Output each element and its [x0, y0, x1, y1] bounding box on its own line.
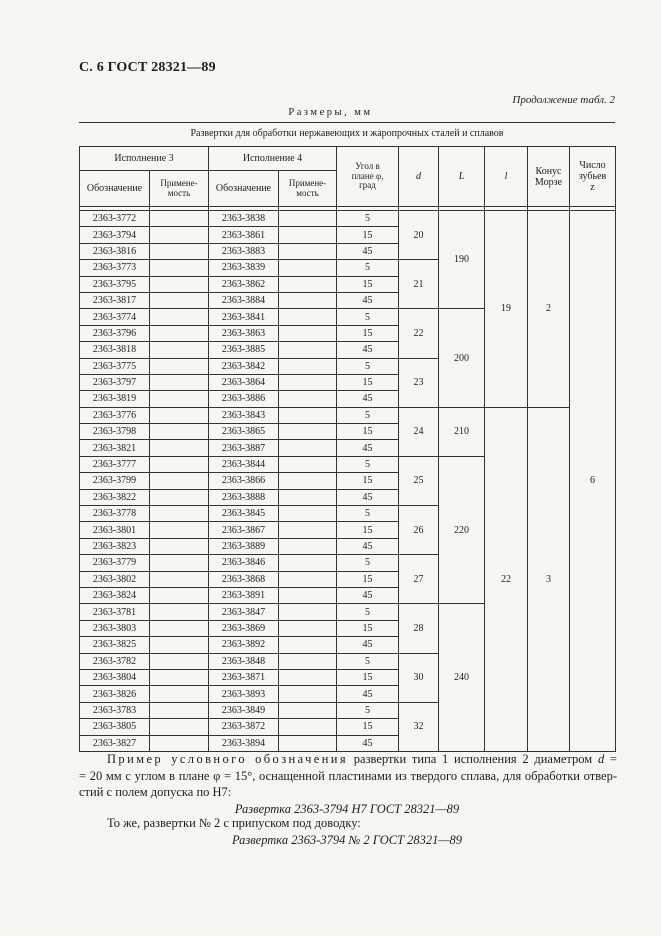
exec3-designation: 2363-3796 [80, 325, 150, 341]
exec3-applicability [150, 555, 209, 571]
exec4-applicability [279, 211, 337, 227]
exec3-applicability [150, 309, 209, 325]
exec3-designation: 2363-3783 [80, 702, 150, 718]
exec4-designation: 2363-3839 [209, 260, 279, 276]
d-value: 21 [399, 260, 439, 309]
exec4-applicability [279, 227, 337, 243]
exec4-designation: 2363-3893 [209, 686, 279, 702]
exec3-designation: 2363-3804 [80, 669, 150, 685]
d-value: 20 [399, 211, 439, 260]
exec3-designation: 2363-3781 [80, 604, 150, 620]
exec4-designation: 2363-3872 [209, 719, 279, 735]
exec3-designation: 2363-3824 [80, 587, 150, 603]
angle-value: 45 [337, 637, 399, 653]
exec3-applicability [150, 506, 209, 522]
exec4-designation: 2363-3861 [209, 227, 279, 243]
header-l: l [485, 147, 528, 207]
L-value: 200 [439, 309, 485, 407]
angle-value: 15 [337, 374, 399, 390]
exec4-applicability [279, 407, 337, 423]
d-value: 22 [399, 309, 439, 358]
exec3-applicability [150, 407, 209, 423]
angle-value: 5 [337, 260, 399, 276]
d-value: 26 [399, 506, 439, 555]
exec4-applicability [279, 489, 337, 505]
exec3-applicability [150, 276, 209, 292]
exec4-applicability [279, 342, 337, 358]
exec3-applicability [150, 456, 209, 472]
exec4-applicability [279, 620, 337, 636]
table-subtitle: Развертки для обработки нержавеющих и жаропрочных сталей и сплавов [190, 128, 504, 139]
angle-value: 45 [337, 440, 399, 456]
exec3-applicability [150, 342, 209, 358]
angle-value: 45 [337, 489, 399, 505]
exec3-applicability [150, 538, 209, 554]
exec3-designation: 2363-3825 [80, 637, 150, 653]
exec3-applicability [150, 571, 209, 587]
angle-value: 15 [337, 325, 399, 341]
exec3-designation: 2363-3774 [80, 309, 150, 325]
exec3-designation: 2363-3795 [80, 276, 150, 292]
exec4-designation: 2363-3845 [209, 506, 279, 522]
angle-value: 5 [337, 506, 399, 522]
exec3-applicability [150, 489, 209, 505]
d-value: 30 [399, 653, 439, 702]
exec4-applicability [279, 309, 337, 325]
table-row [80, 211, 616, 227]
exec3-designation: 2363-3794 [80, 227, 150, 243]
table-row [80, 407, 616, 423]
header-applicability-3: Примене- мость [150, 171, 209, 207]
exec4-designation: 2363-3862 [209, 276, 279, 292]
exec4-applicability [279, 440, 337, 456]
exec3-applicability [150, 735, 209, 751]
exec3-applicability [150, 686, 209, 702]
header-applicability-4: Примене- мость [279, 171, 337, 207]
exec4-applicability [279, 292, 337, 308]
L-value: 220 [439, 456, 485, 604]
exec4-designation: 2363-3894 [209, 735, 279, 751]
exec4-designation: 2363-3841 [209, 309, 279, 325]
exec4-designation: 2363-3848 [209, 653, 279, 669]
exec3-designation: 2363-3817 [80, 292, 150, 308]
reamer-table [79, 146, 616, 752]
exec4-designation: 2363-3844 [209, 456, 279, 472]
d-value: 27 [399, 555, 439, 604]
exec4-designation: 2363-3869 [209, 620, 279, 636]
angle-value: 45 [337, 292, 399, 308]
exec4-designation: 2363-3887 [209, 440, 279, 456]
exec4-applicability [279, 719, 337, 735]
teeth-value: 6 [570, 211, 616, 752]
exec4-applicability [279, 506, 337, 522]
angle-value: 5 [337, 604, 399, 620]
exec3-applicability [150, 391, 209, 407]
exec4-designation: 2363-3838 [209, 211, 279, 227]
header-exec3: Исполнение 3 [80, 147, 209, 171]
exec4-applicability [279, 456, 337, 472]
exec4-designation: 2363-3892 [209, 637, 279, 653]
exec4-applicability [279, 391, 337, 407]
exec4-designation: 2363-3864 [209, 374, 279, 390]
morse-value: 3 [528, 407, 570, 751]
exec3-applicability [150, 211, 209, 227]
exec4-applicability [279, 735, 337, 751]
exec4-designation: 2363-3871 [209, 669, 279, 685]
exec4-designation: 2363-3885 [209, 342, 279, 358]
l-value: 19 [485, 211, 528, 408]
header-exec4: Исполнение 4 [209, 147, 337, 171]
exec3-applicability [150, 620, 209, 636]
exec4-designation: 2363-3891 [209, 587, 279, 603]
exec3-designation: 2363-3802 [80, 571, 150, 587]
angle-value: 15 [337, 719, 399, 735]
exec4-applicability [279, 358, 337, 374]
exec3-applicability [150, 669, 209, 685]
exec4-applicability [279, 653, 337, 669]
angle-value: 15 [337, 620, 399, 636]
exec4-applicability [279, 325, 337, 341]
exec3-designation: 2363-3819 [80, 391, 150, 407]
angle-value: 45 [337, 686, 399, 702]
exec4-applicability [279, 424, 337, 440]
example-same-text: То же, развертки № 2 с припуском под доводку: [107, 816, 361, 830]
exec4-applicability [279, 571, 337, 587]
angle-value: 15 [337, 473, 399, 489]
header-angle: Угол в плане φ, град [337, 147, 399, 207]
angle-value: 5 [337, 702, 399, 718]
d-value: 25 [399, 456, 439, 505]
angle-value: 45 [337, 587, 399, 603]
header-designation-3: Обозначение [80, 171, 150, 207]
angle-value: 15 [337, 522, 399, 538]
exec3-designation: 2363-3805 [80, 719, 150, 735]
exec4-applicability [279, 587, 337, 603]
angle-value: 15 [337, 424, 399, 440]
example-paragraph: Пример условного обозначения развертки типа 1 исполнения 2 диаметром d = = 20 мм с углом в плане φ = 15°, оснащенной пластинами из твердого сплава, для обработки отвер- стий с полем допуска по Н7: [79, 752, 617, 799]
exec4-applicability [279, 538, 337, 554]
exec3-designation: 2363-3827 [80, 735, 150, 751]
exec4-designation: 2363-3867 [209, 522, 279, 538]
example-designation-2: Развертка 2363-3794 № 2 ГОСТ 28321—89 [231, 833, 463, 847]
page-header: С. 6 ГОСТ 28321—89 [79, 60, 216, 75]
exec3-designation: 2363-3777 [80, 456, 150, 472]
example-lead: Пример условного обозначения [107, 752, 349, 766]
exec3-applicability [150, 702, 209, 718]
exec3-designation: 2363-3778 [80, 506, 150, 522]
exec4-designation: 2363-3863 [209, 325, 279, 341]
header-L: L [439, 147, 485, 207]
exec4-designation: 2363-3889 [209, 538, 279, 554]
exec4-applicability [279, 260, 337, 276]
exec3-applicability [150, 374, 209, 390]
exec3-designation: 2363-3816 [80, 243, 150, 259]
exec3-designation: 2363-3826 [80, 686, 150, 702]
angle-value: 5 [337, 653, 399, 669]
d-value: 23 [399, 358, 439, 407]
exec4-designation: 2363-3883 [209, 243, 279, 259]
angle-value: 5 [337, 358, 399, 374]
example-line3: стий с полем допуска по Н7: [79, 785, 232, 799]
exec3-applicability [150, 719, 209, 735]
exec3-designation: 2363-3779 [80, 555, 150, 571]
header-morse: Конус Морзе [528, 147, 570, 207]
exec4-designation: 2363-3866 [209, 473, 279, 489]
exec4-designation: 2363-3846 [209, 555, 279, 571]
exec3-applicability [150, 292, 209, 308]
exec3-designation: 2363-3823 [80, 538, 150, 554]
exec4-designation: 2363-3886 [209, 391, 279, 407]
exec4-applicability [279, 522, 337, 538]
exec4-designation: 2363-3842 [209, 358, 279, 374]
angle-value: 5 [337, 407, 399, 423]
table-continuation-label: Продолжение табл. 2 [512, 94, 615, 106]
exec4-applicability [279, 669, 337, 685]
angle-value: 5 [337, 309, 399, 325]
d-value: 24 [399, 407, 439, 456]
exec3-applicability [150, 243, 209, 259]
angle-value: 5 [337, 456, 399, 472]
L-value: 210 [439, 407, 485, 456]
l-value: 22 [485, 407, 528, 751]
d-value: 28 [399, 604, 439, 653]
exec3-applicability [150, 653, 209, 669]
angle-value: 45 [337, 391, 399, 407]
exec3-designation: 2363-3773 [80, 260, 150, 276]
exec3-designation: 2363-3775 [80, 358, 150, 374]
angle-value: 15 [337, 571, 399, 587]
exec3-designation: 2363-3821 [80, 440, 150, 456]
exec4-applicability [279, 276, 337, 292]
exec3-applicability [150, 637, 209, 653]
exec4-designation: 2363-3888 [209, 489, 279, 505]
exec3-designation: 2363-3797 [80, 374, 150, 390]
top-rule [79, 122, 615, 123]
exec3-applicability [150, 587, 209, 603]
exec4-applicability [279, 374, 337, 390]
example-line2: = 20 мм с углом в плане φ = 15°, оснащенной пластинами из твердого сплава, для обработки отвер- [79, 768, 617, 783]
exec4-designation: 2363-3847 [209, 604, 279, 620]
angle-value: 45 [337, 342, 399, 358]
exec4-designation: 2363-3843 [209, 407, 279, 423]
exec3-designation: 2363-3776 [80, 407, 150, 423]
angle-value: 45 [337, 735, 399, 751]
exec3-designation: 2363-3803 [80, 620, 150, 636]
exec4-designation: 2363-3865 [209, 424, 279, 440]
header-designation-4: Обозначение [209, 171, 279, 207]
exec4-applicability [279, 686, 337, 702]
header-teeth: Число зубьев z [570, 147, 616, 207]
morse-value: 2 [528, 211, 570, 408]
exec3-designation: 2363-3799 [80, 473, 150, 489]
angle-value: 5 [337, 555, 399, 571]
exec3-applicability [150, 358, 209, 374]
example-designation-1: Развертка 2363-3794 Н7 ГОСТ 28321—89 [234, 802, 460, 816]
angle-value: 45 [337, 538, 399, 554]
exec3-applicability [150, 325, 209, 341]
exec4-designation: 2363-3868 [209, 571, 279, 587]
sizes-caption: Размеры, мм [288, 107, 373, 118]
exec3-applicability [150, 604, 209, 620]
exec4-applicability [279, 604, 337, 620]
exec3-applicability [150, 522, 209, 538]
exec3-designation: 2363-3798 [80, 424, 150, 440]
exec3-designation: 2363-3782 [80, 653, 150, 669]
angle-value: 5 [337, 211, 399, 227]
L-value: 190 [439, 211, 485, 309]
exec4-applicability [279, 473, 337, 489]
angle-value: 15 [337, 227, 399, 243]
exec3-designation: 2363-3801 [80, 522, 150, 538]
exec4-designation: 2363-3849 [209, 702, 279, 718]
exec3-applicability [150, 473, 209, 489]
exec3-applicability [150, 440, 209, 456]
d-value: 32 [399, 702, 439, 751]
exec4-applicability [279, 555, 337, 571]
exec3-designation: 2363-3818 [80, 342, 150, 358]
angle-value: 45 [337, 243, 399, 259]
exec3-applicability [150, 260, 209, 276]
exec4-applicability [279, 702, 337, 718]
L-value: 240 [439, 604, 485, 752]
header-d: d [399, 147, 439, 207]
angle-value: 15 [337, 276, 399, 292]
exec3-designation: 2363-3772 [80, 211, 150, 227]
exec4-applicability [279, 243, 337, 259]
exec4-applicability [279, 637, 337, 653]
example-d-symbol: d [597, 752, 605, 766]
exec4-designation: 2363-3884 [209, 292, 279, 308]
exec3-designation: 2363-3822 [80, 489, 150, 505]
angle-value: 15 [337, 669, 399, 685]
exec3-applicability [150, 227, 209, 243]
exec3-applicability [150, 424, 209, 440]
example-lead-rest: развертки типа 1 исполнения 2 диаметром [353, 752, 593, 766]
